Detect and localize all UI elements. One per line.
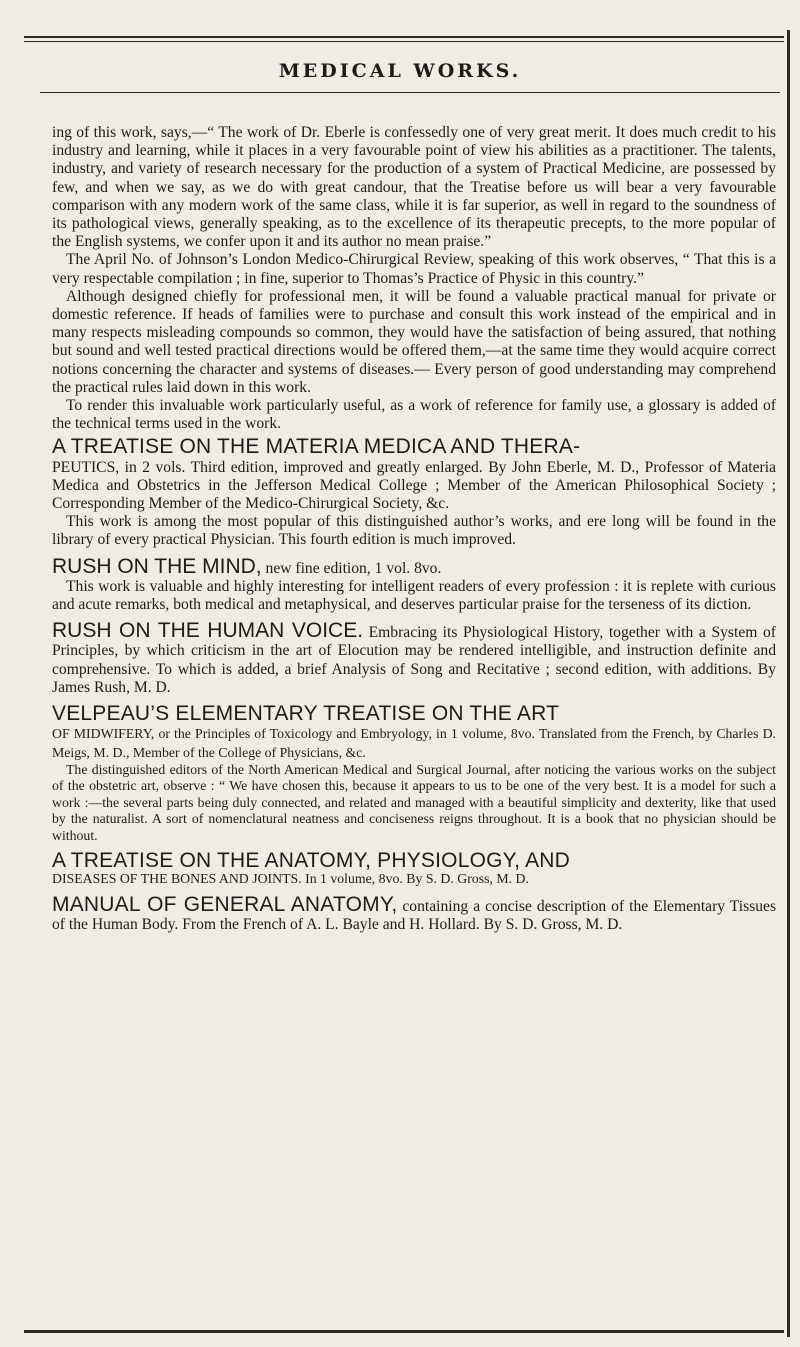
header-rule [40,92,780,93]
body-text [52,124,776,934]
entry-body: The distinguished editors of the North American Medical and Surgical Journal, after noticing the various works on the subject of the obstetric art, observe : “ We have chosen this, because it appears to us to be one of the very best. It is a model for such a work :—the several parts being duly connected, and related and managed with a beautiful simplicity and dexterity, like that used by the naturalist. A sort of nomenclatural neatness and conciseness reigns throughout. It is a book that no physician should be without. [52,761,776,844]
entry-description: PEUTICS, in 2 vols. Third edition, improved and greatly enlarged. By John Eberle, M. D., Professor of Materia Medica and Obstetrics in the Jefferson Medical College ; Member of the American Philosophical Society ; Corresponding Member of the Medico-Chirurgical Society, &c. [52,458,776,513]
right-edge-rule [787,30,790,1337]
entry-materia-medica [52,435,776,513]
entry-heading: A TREATISE ON THE MATERIA MEDICA AND THERA- [52,435,581,459]
entry-heading: RUSH ON THE HUMAN VOICE. [52,619,364,643]
entry-heading: RUSH ON THE MIND, [52,554,262,578]
entry-description: new fine edition, 1 vol. 8vo. [261,559,442,577]
entry-body: This work is valuable and highly interesting for intelligent readers of every profession : it is replete with curious and acute remarks, both medical and metaphysical, and deserves particular praise for the terseness of its diction. [52,577,776,614]
paragraph-review-quote: ing of this work, says,—“ The work of Dr. Eberle is confessedly one of very great merit. It does much credit to his industry and learning, while it places in a very favourable point of view his abilities as a practitioner. The talents, industry, and variety of research necessary for the production of a system of Practical Medicine, are possessed by few, and when we say, as we do with great candour, that the Treatise before us will bear a very favourable comparison with any modern work of the same class, while it is far superior, as well in regard to the soundness of its pathological views, generally speaking, as to the excellence of its therapeutic precepts, to the more popular of the English systems, we confer upon it and its author no mean praise.” [52,124,776,251]
page-header: MEDICAL WORKS. [278,60,522,82]
entry-body: This work is among the most popular of this distinguished author’s works, and ere long will be found in the library of every practical Physician. This fourth edition is much improved. [52,513,776,549]
entry-heading: VELPEAU’S ELEMENTARY TREATISE ON THE ART [52,702,560,726]
bottom-rule [24,1330,784,1333]
entry-general-anatomy [52,892,777,934]
top-rule-thin [24,41,784,42]
entry-description: DISEASES OF THE BONES AND JOINTS. In 1 volume, 8vo. By S. D. Gross, M. D. [52,871,529,887]
entry-description: containing a concise description of the Elementary Tissues of the Human Body. From the French of A. L. Bayle and H. Hollard. By S. D. Gross, M. D. [52,897,777,934]
entry-description: Embracing its Physiological History, together with a System of Principles, by which criticism in the art of Elocution may be rendered intelligible, and instruction definite and comprehensive. To which is added, a brief Analysis of Song and Recitative ; second edition, with additions. By James Rush, M. D. [52,624,776,696]
paragraph-practical-manual: Although designed chiefly for professional men, it will be found a valuable practical manual for private or domestic reference. If heads of families were to purchase and consult this work instead of the empirical and in many respects misleading compounds so common, they would have the satisfaction of being assured, that nothing but sound and well tested practical directions would be offered them,—at the same time they would acquire correct notions concerning the character and systems of diseases.— Every person of good understanding may comprehend the practical rules laid down in this work. [52,287,776,396]
entry-description: OF MIDWIFERY, or the Principles of Toxicology and Embryology, in 1 volume, 8vo. Translated from the French, by Charles D. Meigs, M. D., Member of the College of Physicians, &c. [52,726,776,760]
entry-heading: A TREATISE ON THE ANATOMY, PHYSIOLOGY, AND [52,848,571,872]
entry-heading: MANUAL OF GENERAL ANATOMY, [52,892,398,916]
paragraph-glossary: To render this invaluable work particularly useful, as a work of reference for family use, a glossary is added of the technical terms used in the work. [52,397,776,433]
entry-rush-mind [52,554,776,578]
entry-velpeau [52,702,776,762]
paragraph-johnson-review: The April No. of Johnson’s London Medico-Chirurgical Review, speaking of this work observes, “ That this is a very respectable compilation ; in fine, superior to Thomas’s Practice of Physic in this country.” [52,251,776,287]
entry-rush-voice [52,619,776,697]
top-rule [24,36,784,38]
entry-gross-anatomy [52,848,776,888]
